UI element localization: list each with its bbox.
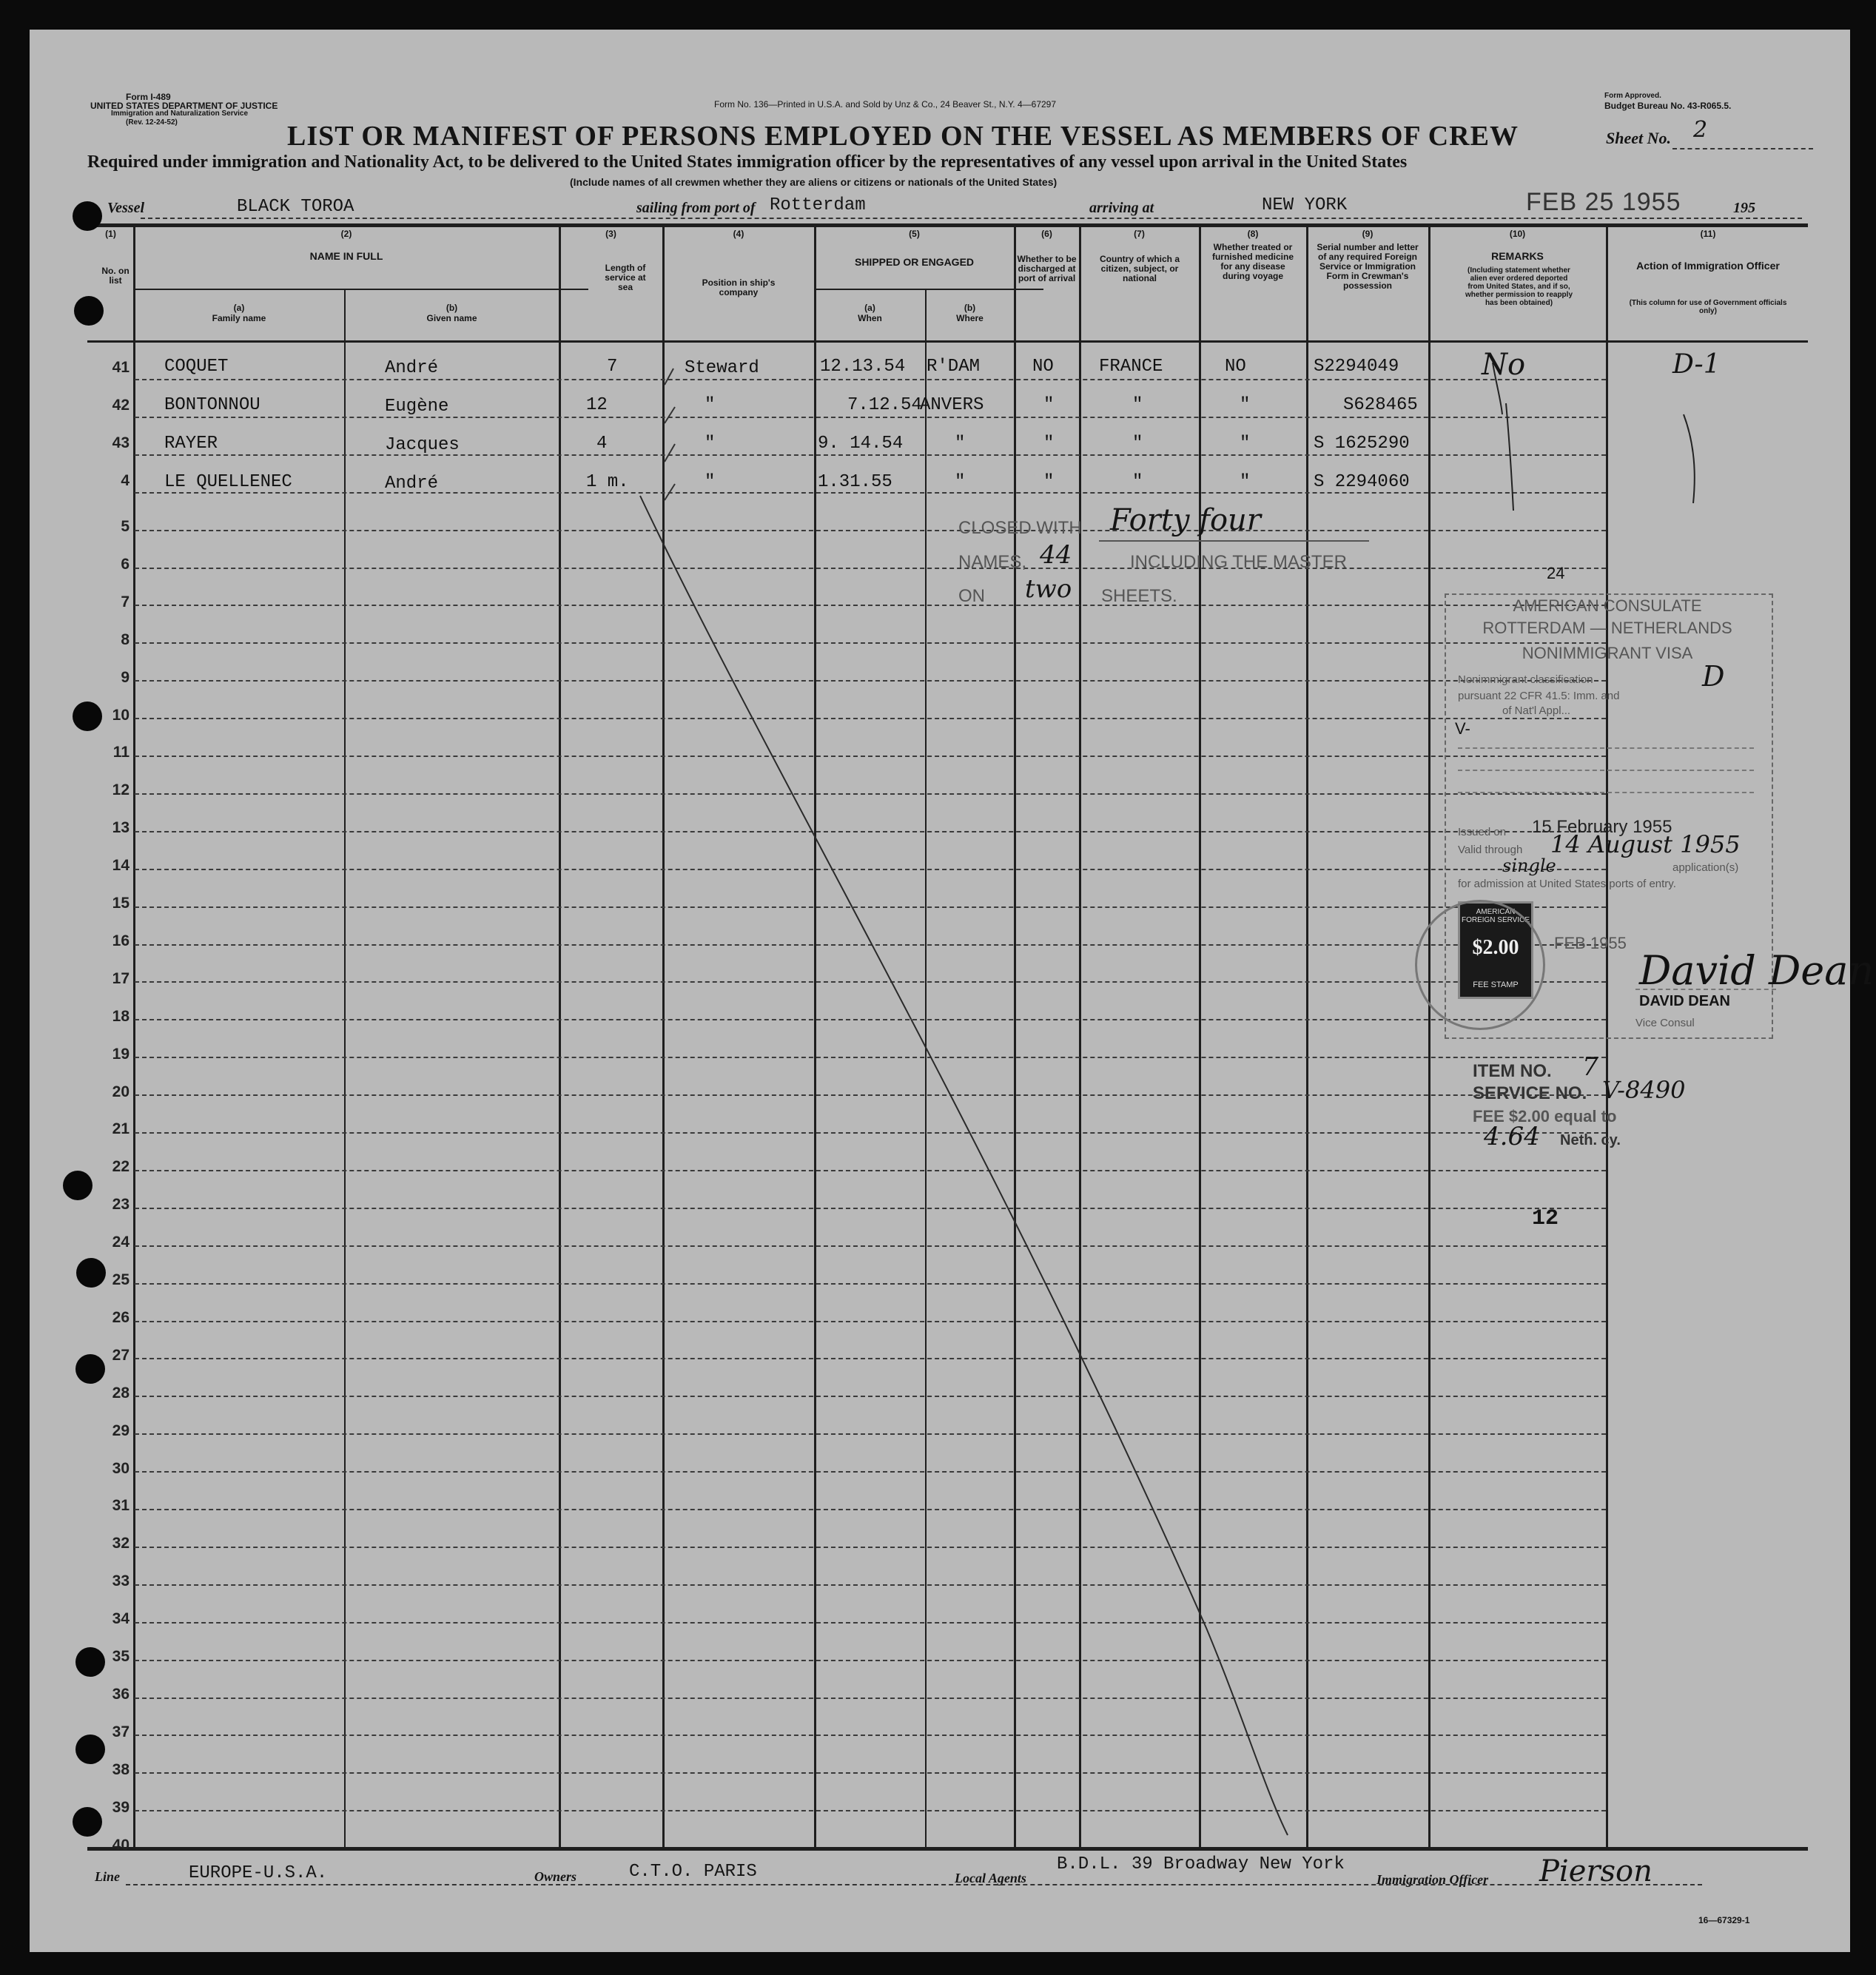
- binder-hole: [75, 1735, 105, 1764]
- row-number: 24: [112, 1234, 130, 1251]
- serial-number: S628465: [1343, 395, 1418, 415]
- seal-date: FEB 1955: [1554, 934, 1627, 952]
- position: Steward: [685, 358, 759, 378]
- row-number: 7: [121, 593, 130, 610]
- discharged: ": [1043, 395, 1055, 415]
- row-number: 30: [112, 1459, 130, 1477]
- row-number: 6: [121, 555, 130, 573]
- col10-subheader: (Including statement whether alien ever ordered deported from United States, and if so, whether permission to reapply has been obtained): [1465, 266, 1573, 307]
- col2-num: (2): [340, 229, 352, 239]
- col5-header: SHIPPED OR ENGAGED: [854, 256, 975, 268]
- binder-hole: [73, 1807, 102, 1837]
- discharged: NO: [1032, 357, 1054, 377]
- sailing-port: Rotterdam: [770, 195, 866, 215]
- pursuant-label: pursuant 22 CFR 41.5: Imm. and: [1458, 690, 1620, 702]
- officer-signature: Pierson: [1539, 1854, 1653, 1888]
- col3-header: Length of service at sea: [605, 263, 646, 292]
- row-number: 41: [112, 359, 130, 376]
- given-name: Eugène: [385, 397, 449, 417]
- arriving-port: NEW YORK: [1262, 195, 1348, 215]
- row-number: 39: [112, 1798, 130, 1816]
- col4-num: (4): [733, 229, 744, 239]
- consulate-city: ROTTERDAM — NETHERLANDS: [1482, 619, 1732, 637]
- service-length: 7: [607, 357, 618, 377]
- service-length: 1 m.: [586, 472, 629, 492]
- subtitle: Required under immigration and Nationality Act, to be delivered to the United States immigration officer by the representatives of any vessel upon arrival in the United States: [87, 152, 1408, 172]
- position: ": [705, 472, 716, 492]
- including-master-label: INCLUDING THE MASTER: [1130, 552, 1347, 572]
- manifest-sheet: [30, 30, 1875, 1952]
- row-number: 16: [112, 932, 130, 949]
- col9-header: Serial number and letter of any required Foreign Service or Immigration Form in Crewman's possession: [1317, 242, 1419, 291]
- arriving-label: arriving at: [1089, 200, 1154, 216]
- row-number: 10: [112, 706, 130, 724]
- row-number: 21: [112, 1120, 130, 1138]
- row-number: 9: [121, 668, 130, 686]
- classification-label: Nonimmigrant classification: [1458, 673, 1593, 686]
- on-label: ON: [958, 586, 985, 606]
- medicine: ": [1240, 434, 1251, 454]
- col8-num: (8): [1247, 229, 1259, 239]
- stamp-line: [1458, 770, 1754, 771]
- row-number: 23: [112, 1196, 130, 1214]
- agents-label: Local Agents: [955, 1871, 1026, 1885]
- row-number: 13: [112, 819, 130, 837]
- family-name: BONTONNOU: [164, 395, 260, 415]
- col5b-header: Where: [956, 313, 984, 323]
- stamp-line: [1458, 792, 1754, 793]
- row-number: 12: [112, 781, 130, 799]
- owners-value: C.T.O. PARIS: [629, 1862, 757, 1882]
- position: ": [705, 434, 716, 454]
- service-name: Immigration and Naturalization Service: [111, 110, 249, 118]
- fee-line: FEE $2.00 equal to: [1473, 1107, 1617, 1126]
- row-number: 32: [112, 1535, 130, 1552]
- given-name: André: [385, 358, 439, 378]
- application-label: application(s): [1672, 861, 1739, 874]
- sailing-label: sailing from port of: [636, 200, 756, 216]
- consulate-seal: [1415, 900, 1545, 1030]
- row-number: 42: [112, 397, 130, 414]
- officer-label: Immigration Officer: [1376, 1872, 1489, 1887]
- fee-amount: 4.64: [1484, 1122, 1540, 1151]
- row-number: 34: [112, 1610, 130, 1628]
- row-number: 33: [112, 1572, 130, 1590]
- family-name: LE QUELLENEC: [164, 472, 292, 492]
- shipped-where: R'DAM: [927, 357, 981, 377]
- revision: (Rev. 12-24-52): [126, 118, 178, 127]
- binder-hole: [75, 1647, 105, 1677]
- closed-with-count: Forty four: [1110, 503, 1261, 537]
- service-length: 12: [586, 395, 608, 415]
- form-number: Form I-489: [126, 92, 171, 102]
- col7-num: (7): [1134, 229, 1145, 239]
- include-note: (Include names of all crewmen whether they are aliens or citizens or nationals of the United States): [570, 176, 1058, 188]
- agents-value: B.D.L. 39 Broadway New York: [1057, 1854, 1345, 1874]
- medicine: ": [1240, 472, 1251, 492]
- consul-title: Vice Consul: [1635, 1017, 1695, 1029]
- sheets-label: SHEETS.: [1101, 586, 1177, 606]
- page-title: LIST OR MANIFEST OF PERSONS EMPLOYED ON THE VESSEL AS MEMBERS OF CREW: [287, 121, 1519, 152]
- arrival-date-stamp: FEB 25 1955: [1526, 188, 1681, 216]
- serial-number: S 1625290: [1314, 434, 1410, 454]
- binder-hole: [73, 701, 102, 731]
- visa-type: NONIMMIGRANT VISA: [1522, 644, 1693, 662]
- vessel-name: BLACK TOROA: [237, 197, 354, 217]
- fee-stamp-bottom: FEE STAMP: [1473, 980, 1519, 989]
- row-number: 31: [112, 1497, 130, 1515]
- owners-label: Owners: [534, 1869, 577, 1884]
- medicine: ": [1240, 395, 1251, 415]
- shipped-where: ": [955, 434, 966, 454]
- shipped-when: 9. 14.54: [818, 434, 904, 454]
- col10-header: REMARKS: [1491, 250, 1544, 262]
- row-number: 25: [112, 1271, 130, 1288]
- budget-bureau: Budget Bureau No. 43-R065.5.: [1604, 101, 1732, 111]
- consulate-label: AMERICAN CONSULATE: [1513, 596, 1702, 615]
- country: ": [1132, 472, 1143, 492]
- shipped-where: ": [955, 472, 966, 492]
- binder-hole: [63, 1171, 93, 1200]
- consul-signature: David Dean: [1639, 947, 1875, 994]
- binder-hole: [76, 1258, 106, 1288]
- col5-num: (5): [909, 229, 920, 239]
- col2b-header: Given name: [426, 313, 477, 323]
- given-name: Jacques: [385, 435, 460, 455]
- row-number: 8: [121, 630, 130, 648]
- serial-number: S2294049: [1314, 357, 1399, 377]
- names-count: 44: [1040, 540, 1072, 570]
- discharged: ": [1043, 434, 1055, 454]
- valid-label: Valid through: [1458, 844, 1523, 856]
- sheets-count: two: [1025, 574, 1072, 604]
- row-number: 29: [112, 1421, 130, 1439]
- row-number: 11: [112, 744, 130, 761]
- row-number: 43: [112, 434, 130, 451]
- col3-num: (3): [605, 229, 616, 239]
- row-number: 35: [112, 1648, 130, 1665]
- row-number: 19: [112, 1045, 130, 1063]
- item-label: ITEM NO.: [1473, 1061, 1552, 1081]
- vessel-label: Vessel: [107, 200, 144, 216]
- closure-underline-1: [1099, 540, 1369, 542]
- col6-header: Whether to be discharged at port of arrival: [1017, 254, 1077, 283]
- col5a-header: When: [858, 313, 882, 323]
- line-value: EUROPE-U.S.A.: [189, 1863, 328, 1883]
- row-number: 26: [112, 1308, 130, 1326]
- remarks-count: 24: [1547, 564, 1565, 582]
- consul-name: DAVID DEAN: [1639, 993, 1730, 1009]
- signature-line: [1635, 989, 1776, 990]
- row-number: 4: [121, 472, 130, 489]
- col8-header: Whether treated or furnished medicine for any disease during voyage: [1211, 242, 1294, 281]
- row-number: 17: [112, 969, 130, 987]
- given-name: André: [385, 474, 439, 494]
- country: ": [1132, 395, 1143, 415]
- col11-num: (11): [1700, 229, 1716, 239]
- remarks-mark: No: [1482, 348, 1526, 382]
- col2a-num: (a): [233, 303, 245, 313]
- year-prefix: 195: [1733, 200, 1755, 216]
- row-number: 36: [112, 1685, 130, 1703]
- col2b-num: (b): [446, 303, 458, 313]
- binder-hole: [74, 296, 104, 326]
- col5a-num: (a): [864, 303, 875, 313]
- visa-mark: V-: [1455, 719, 1470, 738]
- family-name: COQUET: [164, 357, 229, 377]
- footer-rule: [126, 1884, 1702, 1885]
- row-number: 38: [112, 1760, 130, 1778]
- printer-note: Form No. 136—Printed in U.S.A. and Sold by Unz & Co., 24 Beaver St., N.Y. 4—67297: [714, 99, 1057, 110]
- closed-with-label: CLOSED WITH: [958, 518, 1082, 538]
- shipped-when: 12.13.54: [820, 357, 906, 377]
- discharged: ": [1043, 472, 1055, 492]
- binder-hole: [73, 201, 102, 231]
- row-number: 28: [112, 1384, 130, 1402]
- service-label: SERVICE NO.: [1473, 1083, 1587, 1103]
- col5b-num: (b): [964, 303, 976, 313]
- item-number: 7: [1582, 1052, 1598, 1082]
- department: UNITED STATES DEPARTMENT OF JUSTICE: [90, 101, 278, 111]
- col1-num: (1): [105, 229, 116, 239]
- position: ": [705, 395, 716, 415]
- row-number: 5: [121, 518, 130, 535]
- names-label: NAMES,: [958, 552, 1027, 572]
- admission-label: for admission at United States ports of entry.: [1458, 878, 1676, 890]
- issued-date: 15 February 1955: [1532, 817, 1672, 837]
- row-number: 27: [112, 1346, 130, 1364]
- family-name: RAYER: [164, 434, 218, 454]
- sheet-number: 2: [1693, 117, 1708, 143]
- col2-header: NAME IN FULL: [309, 250, 383, 262]
- footer-code: 16—67329-1: [1698, 1915, 1750, 1925]
- medicine: NO: [1225, 357, 1246, 377]
- count-stamp: 12: [1532, 1206, 1559, 1231]
- col11-header: Action of Immigration Officer: [1636, 260, 1780, 272]
- shipped-when: 1.31.55: [818, 472, 892, 492]
- application-count: single: [1502, 855, 1556, 876]
- fee-stamp-top: AMERICAN FOREIGN SERVICE: [1461, 908, 1530, 924]
- classification-value: D: [1702, 660, 1725, 693]
- line-label: Line: [95, 1869, 120, 1884]
- col4-header: Position in ship's company: [702, 277, 776, 297]
- currency-label: Neth. cy.: [1560, 1132, 1621, 1148]
- col6-num: (6): [1041, 229, 1052, 239]
- row-number: 22: [112, 1158, 130, 1176]
- pursuant-label-2: of Nat'l Appl...: [1502, 704, 1571, 717]
- stamp-line: [1458, 747, 1754, 749]
- col11-subheader: (This column for use of Government officials only): [1629, 299, 1787, 315]
- binder-hole: [75, 1354, 105, 1384]
- col1-header: No. on list: [101, 266, 130, 286]
- col10-num: (10): [1509, 229, 1526, 239]
- service-length: 4: [596, 434, 608, 454]
- form-approved: Form Approved.: [1604, 92, 1661, 100]
- shipped-where: ANVERS: [920, 395, 984, 415]
- sheet-label: Sheet No.: [1606, 129, 1671, 147]
- country: FRANCE: [1099, 357, 1163, 377]
- serial-number: S 2294060: [1314, 472, 1410, 492]
- service-number: V-8490: [1602, 1076, 1686, 1104]
- valid-date: 14 August 1955: [1550, 830, 1741, 858]
- row-number: 20: [112, 1083, 130, 1100]
- shipped-when: 7.12.54: [847, 395, 922, 415]
- issued-label: Issued on: [1458, 826, 1507, 838]
- col9-num: (9): [1362, 229, 1374, 239]
- officer-action-mark: D-1: [1672, 349, 1721, 380]
- row-number: 14: [112, 857, 130, 875]
- country: ": [1132, 434, 1143, 454]
- col2a-header: Family name: [212, 313, 266, 323]
- row-number: 15: [112, 895, 130, 912]
- row-number: 18: [112, 1007, 130, 1025]
- col7-header: Country of which a citizen, subject, or national: [1100, 254, 1180, 283]
- row-number: 40: [112, 1836, 130, 1854]
- row-number: 37: [112, 1723, 130, 1740]
- fee-stamp-value: $2.00: [1472, 936, 1519, 959]
